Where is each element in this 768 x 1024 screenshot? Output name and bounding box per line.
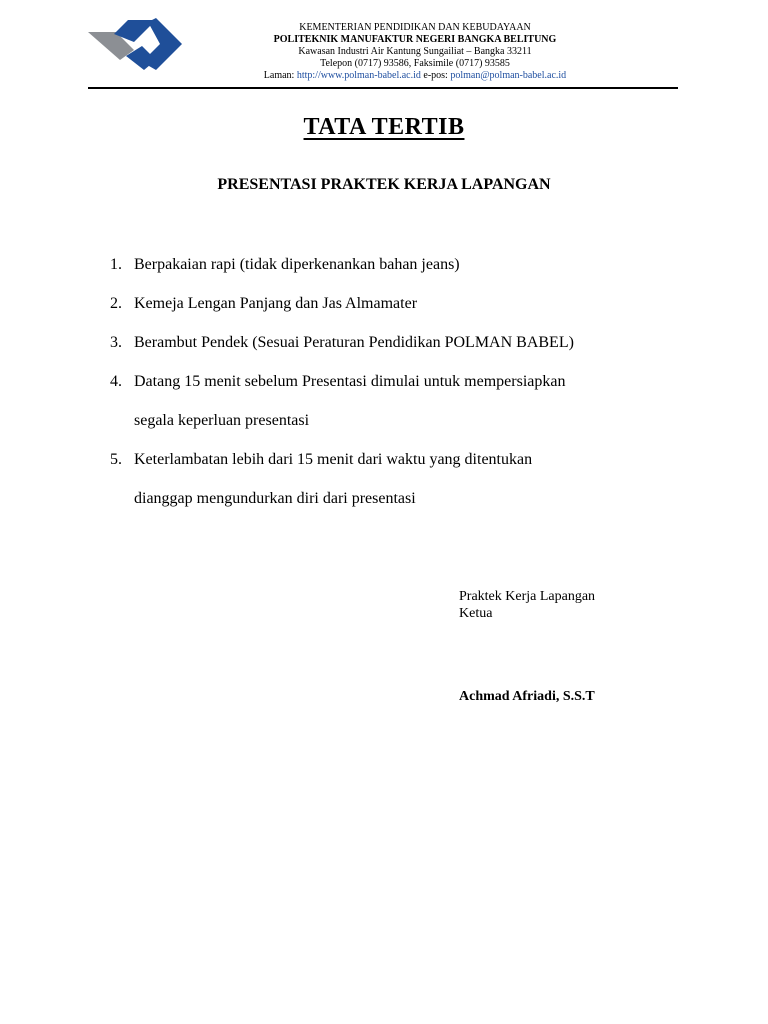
signature-role: Ketua: [459, 606, 493, 621]
email-label: e-pos:: [423, 70, 448, 81]
list-item-text: Kemeja Lengan Panjang dan Jas Almamater: [134, 295, 418, 312]
email-link[interactable]: polman@polman-babel.ac.id: [450, 70, 567, 81]
web-label: Laman:: [263, 70, 295, 81]
contact-line: [180, 70, 650, 82]
document-title-wrap: [0, 114, 768, 141]
rules-list: [110, 245, 670, 518]
letterhead-divider: [88, 87, 678, 89]
polman-logo-icon: [86, 16, 186, 72]
list-item-text-continued: dianggap mengundurkan diri dari presentasi: [134, 490, 416, 507]
list-item-text: Berambut Pendek (Sesuai Peraturan Pendidikan POLMAN BABEL): [134, 334, 574, 351]
list-item-number: 2.: [110, 295, 122, 312]
ministry-name: KEMENTERIAN PENDIDIKAN DAN KEBUDAYAAN: [299, 22, 531, 33]
letterhead: [180, 22, 650, 82]
list-item: [110, 440, 670, 518]
document-title: TATA TERTIB: [303, 114, 465, 140]
list-item: [110, 362, 670, 440]
list-item: [110, 284, 670, 323]
signatory-name: Achmad Afriadi, S.S.T: [459, 689, 595, 704]
list-item-number: 1.: [110, 256, 122, 273]
list-item-number: 4.: [110, 373, 122, 390]
document-subtitle: PRESENTASI PRAKTEK KERJA LAPANGAN: [217, 176, 551, 193]
institution-address: Kawasan Industri Air Kantung Sungailiat – Bangka 33211: [298, 46, 532, 57]
list-item-number: 5.: [110, 451, 122, 468]
list-item-text: Datang 15 menit sebelum Presentasi dimulai untuk mempersiapkan: [134, 373, 566, 390]
list-item-number: 3.: [110, 334, 122, 351]
signature-unit: Praktek Kerja Lapangan: [459, 589, 596, 604]
list-item: [110, 245, 670, 284]
list-item: [110, 323, 670, 362]
list-item-text: Keterlambatan lebih dari 15 menit dari waktu yang ditentukan: [134, 451, 533, 468]
list-item-text: Berpakaian rapi (tidak diperkenankan bahan jeans): [134, 256, 460, 273]
institution-phone: Telepon (0717) 93586, Faksimile (0717) 93585: [320, 58, 510, 69]
institution-name: POLITEKNIK MANUFAKTUR NEGERI BANGKA BELITUNG: [273, 34, 557, 45]
list-item-text-continued: segala keperluan presentasi: [134, 412, 310, 429]
signature-block: [459, 588, 595, 622]
website-link[interactable]: http://www.polman-babel.ac.id: [296, 70, 421, 81]
